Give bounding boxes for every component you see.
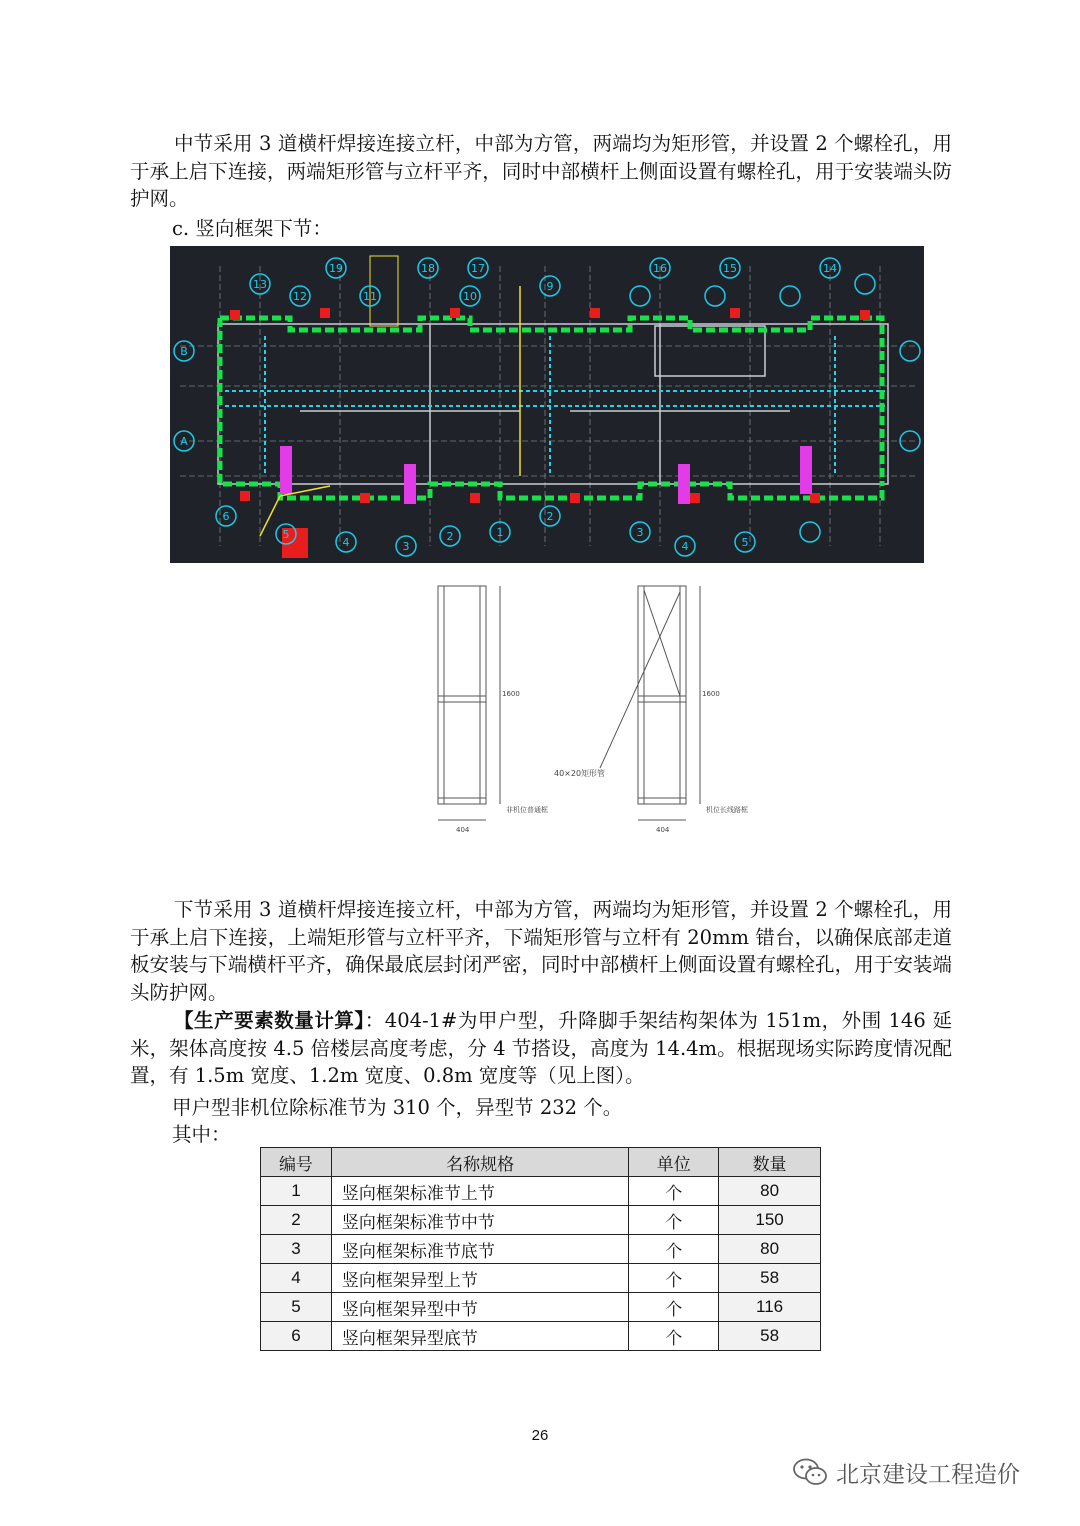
cell-unit: 个	[629, 1293, 719, 1322]
cell-qty: 58	[719, 1322, 821, 1351]
axis-left-0: B	[180, 345, 188, 358]
left-frame-caption: 非机位普通框	[506, 806, 548, 814]
axis-bottom-6: 2	[546, 510, 554, 523]
axis-bottom-7: 3	[636, 526, 644, 539]
cell-unit: 个	[629, 1206, 719, 1235]
cell-qty: 80	[719, 1177, 821, 1206]
paragraph-quantity-calc	[130, 1007, 952, 1090]
watermark	[792, 1452, 1020, 1492]
axis-top-5: 14	[823, 262, 837, 275]
pipe-label: 40×20矩形管	[554, 769, 606, 778]
axis-bottom-1: 5	[282, 528, 290, 541]
axis-top-7: 12	[293, 290, 307, 303]
header-name: 名称规格	[331, 1148, 628, 1177]
axis-bottom-3: 3	[402, 540, 410, 553]
table-row	[261, 1206, 821, 1235]
cell-name: 竖向框架标准节底节	[331, 1235, 628, 1264]
cell-name: 竖向框架异型上节	[331, 1264, 628, 1293]
right-width-label: 404	[656, 826, 670, 834]
paragraph-bottom-section: 下节采用 3 道横杆焊接连接立杆，中部为方管，两端均为矩形管，并设置 2 个螺栓孔，用于承上启下连接，上端矩形管与立杆平齐，下端矩形管与立杆有 20mm 错台，以确保底部走道板安装与下端横杆平齐，确保最底层封闭严密，同时中部横杆上侧面设置有螺栓孔，用于安装端头防护网。	[130, 898, 952, 1004]
axis-top-3: 16	[653, 262, 667, 275]
axis-bottom-8: 4	[681, 540, 689, 553]
axis-bottom-2: 4	[342, 536, 350, 549]
cell-no: 6	[261, 1322, 332, 1351]
cell-qty: 116	[719, 1293, 821, 1322]
cell-no: 5	[261, 1293, 332, 1322]
axis-left-1: A	[180, 435, 188, 448]
wechat-icon	[792, 1457, 828, 1487]
cell-unit: 个	[629, 1264, 719, 1293]
left-height-label: 1600	[502, 690, 520, 698]
right-height-label: 1600	[702, 690, 720, 698]
axis-top-9: 10	[463, 290, 477, 303]
axis-bottom-5: 1	[496, 526, 504, 539]
axis-top-10: 9	[546, 280, 554, 293]
cell-no: 4	[261, 1264, 332, 1293]
cell-name: 竖向框架标准节中节	[331, 1206, 628, 1235]
frame-elevation-drawings	[420, 576, 748, 836]
cell-name: 竖向框架异型中节	[331, 1293, 628, 1322]
cell-no: 2	[261, 1206, 332, 1235]
table-row	[261, 1235, 821, 1264]
quantity-table	[260, 1147, 821, 1351]
axis-top-1: 18	[421, 262, 435, 275]
left-width-label: 404	[456, 826, 470, 834]
page-number: 26	[531, 1427, 549, 1444]
right-frame-caption: 机位长线路框	[706, 806, 748, 814]
axis-top-8: 11	[363, 290, 377, 303]
table-header-row	[261, 1148, 821, 1177]
axis-bottom-4: 2	[446, 530, 454, 543]
watermark-text: 北京建设工程造价	[836, 1461, 1020, 1488]
cell-no: 1	[261, 1177, 332, 1206]
quantity-calc-body: ：404-1#为甲户型，升降脚手架结构架体为 151m，外围 146 延米，架体高度按 4.5 倍楼层高度考虑，分 4 节搭设，高度为 14.4m。根据现场实际跨度情况配置，有 1.5m 宽度、1.2m 宽度、0.8m 宽度等（见上图）。	[130, 1009, 952, 1087]
subheading-c: c. 竖向框架下节：	[172, 217, 332, 240]
cell-name: 竖向框架异型底节	[331, 1322, 628, 1351]
cell-unit: 个	[629, 1322, 719, 1351]
cell-no: 3	[261, 1235, 332, 1264]
table-row	[261, 1264, 821, 1293]
cad-floor-plan-drawing	[170, 246, 924, 563]
header-unit: 单位	[629, 1148, 719, 1177]
header-no: 编号	[261, 1148, 332, 1177]
paragraph-among: 其中：	[172, 1123, 231, 1146]
header-qty: 数量	[719, 1148, 821, 1177]
table-row	[261, 1293, 821, 1322]
table-row	[261, 1322, 821, 1351]
axis-bottom-0: 6	[222, 510, 230, 523]
cell-unit: 个	[629, 1235, 719, 1264]
axis-top-6: 13	[253, 278, 267, 291]
table-row	[261, 1177, 821, 1206]
paragraph-middle-section: 中节采用 3 道横杆焊接连接立杆，中部为方管，两端均为矩形管，并设置 2 个螺栓孔，用于承上启下连接，两端矩形管与立杆平齐，同时中部横杆上侧面设置有螺栓孔，用于安装端头防护网。	[130, 132, 952, 210]
cell-qty: 80	[719, 1235, 821, 1264]
cell-name: 竖向框架标准节上节	[331, 1177, 628, 1206]
axis-bottom-9: 5	[741, 536, 749, 549]
paragraph-counts: 甲户型非机位除标准节为 310 个，异型节 232 个。	[172, 1096, 623, 1119]
cell-qty: 150	[719, 1206, 821, 1235]
quantity-calc-heading: 【生产要素数量计算】	[174, 1009, 365, 1032]
axis-top-4: 15	[723, 262, 737, 275]
cell-unit: 个	[629, 1177, 719, 1206]
axis-top-2: 17	[471, 262, 485, 275]
cell-qty: 58	[719, 1264, 821, 1293]
axis-top-0: 19	[329, 262, 343, 275]
